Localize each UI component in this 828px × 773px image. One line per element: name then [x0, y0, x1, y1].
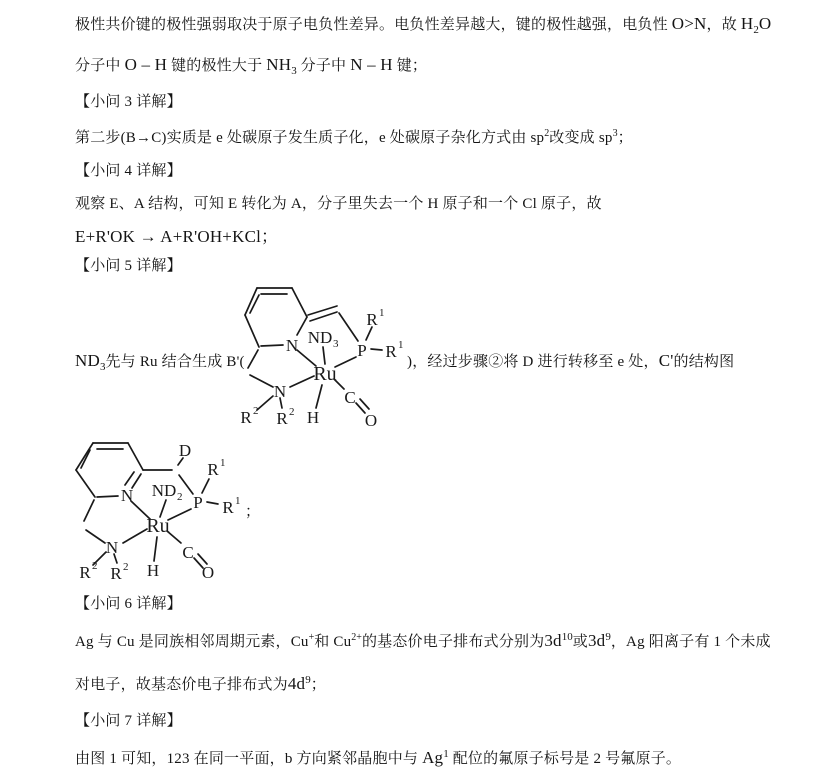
paragraph-subq6-line2: 对电子，故基态价电子排布式为$4d^9$；	[75, 674, 326, 693]
paragraph-subq3-answer: 第二步(B→C)实质是 e 处碳原子发生质子化，e 处碳原子杂化方式由 $sp^2$改变成 $sp^3$；	[75, 128, 633, 146]
group-label-r1-right: R	[222, 498, 234, 517]
group-label-r1-top: R	[366, 310, 378, 329]
group-label-r2-left: R	[240, 408, 252, 427]
heading-subquestion-6: 【小问 6 详解】	[75, 596, 182, 612]
atom-label-pyridine-n: N	[120, 486, 134, 505]
group-label-r2-right-sup: 2	[289, 406, 295, 418]
atom-label-d: D	[178, 441, 192, 460]
atom-label-amine-n: N	[105, 538, 119, 557]
atom-label-c: C	[182, 543, 194, 562]
structure-suffix-semicolon: ；	[245, 504, 261, 520]
group-label-r2-left-sup: 2	[92, 560, 98, 572]
group-label-r1-right-sup: 1	[235, 495, 241, 507]
ligand-label-nd: ND	[307, 328, 333, 347]
paragraph-polarity-2: 分子中 O – H 键的极性大于 $NH_3$ 分子中 N – H 键；	[75, 55, 428, 77]
structure-b-prime-diagram	[230, 280, 415, 435]
atom-label-o: O	[364, 411, 378, 430]
group-label-r2-right: R	[276, 409, 288, 428]
ligand-label-nd-sub: 2	[177, 491, 183, 503]
atom-label-o: O	[201, 563, 215, 582]
paragraph-equation: E+R'OK → A+R'OH+KCl；	[75, 227, 279, 246]
group-label-r2-left: R	[79, 563, 91, 582]
atom-label-c: C	[344, 388, 356, 407]
structure-row-suffix: )，经过步骤②将 D 进行转移至 e 处，C'的结构图	[407, 351, 735, 370]
paragraph-polarity-1: 极性共价键的极性强弱取决于原子电负性差异。电负性差异越大，键的极性越强，电负性 O>N，故 $H_2O$	[75, 14, 772, 36]
paragraph-subq7-answer: 由图 1 可知，123 在同一平面，b 方向紧邻晶胞中与 Ag$^1$ 配位的氟原子标号是 2 号氟原子。	[75, 748, 682, 767]
ligand-label-nd: ND	[151, 481, 177, 500]
heading-subquestion-5: 【小问 5 详解】	[75, 258, 182, 274]
group-label-r1-top-sup: 1	[379, 307, 385, 319]
group-label-r1-top: R	[207, 460, 219, 479]
heading-subquestion-7: 【小问 7 详解】	[75, 713, 182, 729]
group-label-r1-right: R	[385, 342, 397, 361]
ligand-label-nd-sub: 3	[333, 338, 339, 350]
atom-label-pyridine-n: N	[285, 336, 299, 355]
atom-label-p: P	[193, 493, 203, 512]
atom-label-h: H	[146, 561, 160, 580]
heading-subquestion-3: 【小问 3 详解】	[75, 94, 182, 110]
heading-subquestion-4: 【小问 4 详解】	[75, 163, 182, 179]
atom-label-p: P	[357, 341, 367, 360]
atom-label-ru: Ru	[313, 363, 337, 385]
atom-label-ru: Ru	[146, 515, 170, 537]
structure-row-prefix: $ND_3$先与 Ru 结合生成 B'(	[75, 351, 245, 373]
atom-label-amine-n: N	[273, 382, 287, 401]
group-label-r2-left-sup: 2	[253, 405, 259, 417]
structure-c-prime-diagram	[62, 432, 262, 592]
group-label-r1-right-sup: 1	[398, 339, 404, 351]
atom-label-h: H	[306, 408, 320, 427]
group-label-r2-right: R	[110, 564, 122, 583]
group-label-r1-top-sup: 1	[220, 457, 226, 469]
group-label-r2-right-sup: 2	[123, 561, 129, 573]
paragraph-subq6-line1: Ag 与 Cu 是同族相邻周期元素，Cu+和 $Cu^{2+}$的基态价电子排布式分别为$3d^{10}$或$3d^9$，Ag 阳离子有 1 个未成	[75, 631, 771, 650]
paragraph-subq4-answer: 观察 E、A 结构，可知 E 转化为 A，分子里失去一个 H 原子和一个 Cl 原子，故	[75, 196, 602, 212]
